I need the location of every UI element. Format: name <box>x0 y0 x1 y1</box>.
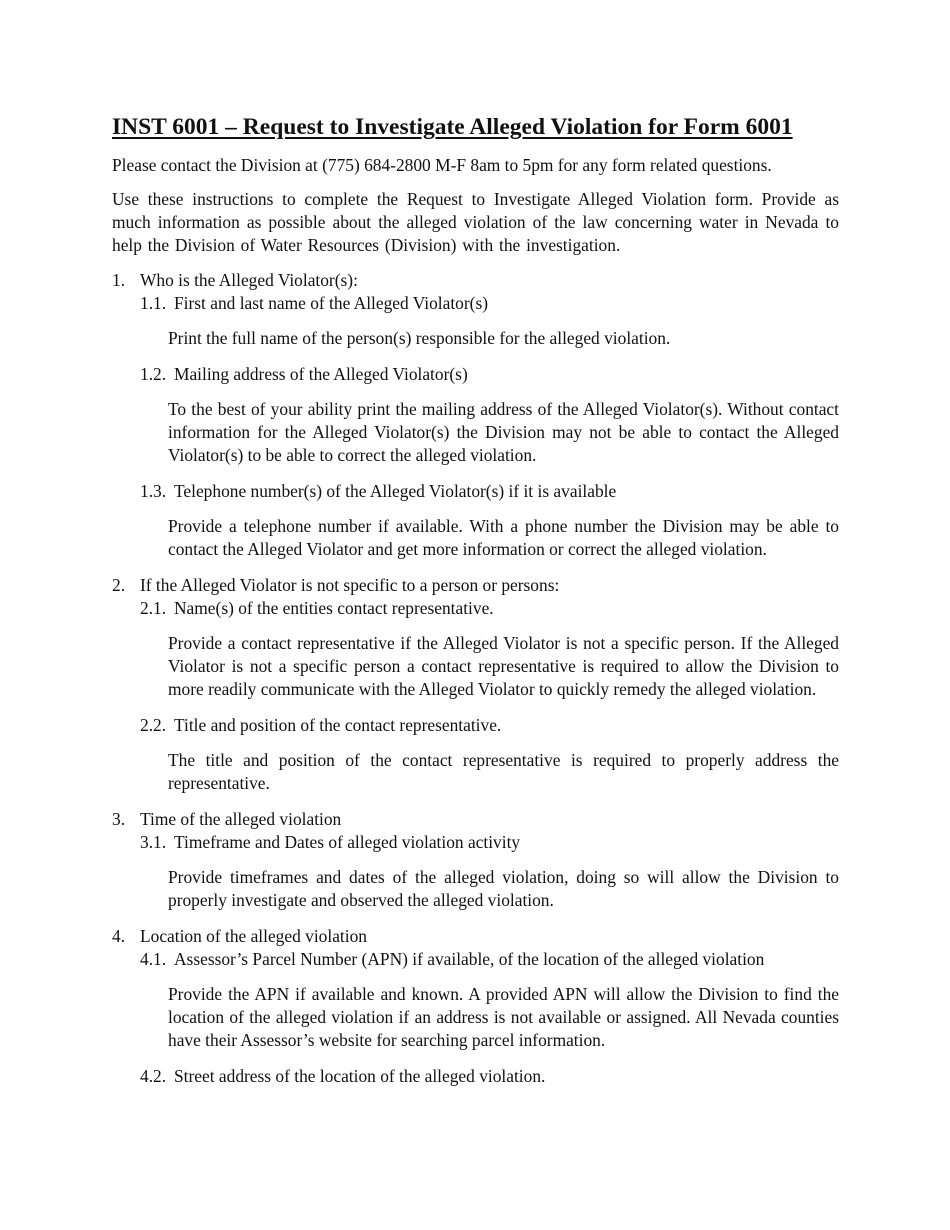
item-label: First and last name of the Alleged Violator(s) <box>174 293 489 313</box>
item-number: 3.1. <box>140 832 167 852</box>
item-number: 1.2. <box>140 364 167 384</box>
item-2-1 <box>140 597 839 620</box>
section-number: 3. <box>112 809 126 829</box>
section-heading <box>112 925 839 948</box>
section-heading <box>112 808 839 831</box>
section-heading-text: If the Alleged Violator is not specific to a person or persons: <box>140 575 560 595</box>
item-label: Title and position of the contact representative. <box>174 715 502 735</box>
section-number: 1. <box>112 270 126 290</box>
item-label: Street address of the location of the alleged violation. <box>174 1066 546 1086</box>
item-4-2 <box>140 1065 839 1088</box>
section-4 <box>112 925 839 1088</box>
item-description: The title and position of the contact representative is required to properly address the representative. <box>168 750 839 793</box>
item-number: 2.2. <box>140 715 167 735</box>
intro-paragraph: Use these instructions to complete the Request to Investigate Alleged Violation form. Provide as much information as possible about the alleged violation of the law concerning water in Nevada to help the Division of Water Resources (Division) with the investigation. <box>112 189 839 255</box>
item-label: Name(s) of the entities contact representative. <box>174 598 494 618</box>
section-heading-text: Location of the alleged violation <box>140 926 367 946</box>
section-number: 4. <box>112 926 126 946</box>
item-number: 2.1. <box>140 598 167 618</box>
section-heading-text: Time of the alleged violation <box>140 809 342 829</box>
item-description: Print the full name of the person(s) responsible for the alleged violation. <box>168 328 671 348</box>
item-2-2 <box>140 714 839 737</box>
item-label: Assessor’s Parcel Number (APN) if available, of the location of the alleged violation <box>174 949 765 969</box>
document-title: INST 6001 – Request to Investigate Alleged Violation for Form 6001 <box>112 114 793 140</box>
item-label: Telephone number(s) of the Alleged Violator(s) if it is available <box>174 481 617 501</box>
item-number: 4.2. <box>140 1066 167 1086</box>
section-heading <box>112 574 839 597</box>
item-description: Provide a telephone number if available. With a phone number the Division may be able to contact the Alleged Violator and get more information or correct the alleged violation. <box>168 516 839 559</box>
item-4-1 <box>140 948 839 971</box>
section-3 <box>112 808 839 912</box>
item-label: Timeframe and Dates of alleged violation activity <box>174 832 521 852</box>
document-page <box>112 112 839 1088</box>
section-2 <box>112 574 839 795</box>
contact-line: Please contact the Division at (775) 684-2800 M-F 8am to 5pm for any form related questions. <box>112 155 772 175</box>
item-3-1 <box>140 831 839 854</box>
item-description: Provide timeframes and dates of the alleged violation, doing so will allow the Division to properly investigate and observed the alleged violation. <box>168 867 839 910</box>
item-1-1 <box>140 292 839 315</box>
item-description: To the best of your ability print the mailing address of the Alleged Violator(s). Without contact information for the Alleged Violator(s) the Division may not be able to contact the Alleged Violator(s) to be able to correct the alleged violation. <box>168 399 839 465</box>
section-heading-text: Who is the Alleged Violator(s): <box>140 270 358 290</box>
section-number: 2. <box>112 575 126 595</box>
item-description: Provide the APN if available and known. A provided APN will allow the Division to find the location of the alleged violation if an address is not available or assigned. All Nevada counties have their Assessor’s website for searching parcel information. <box>168 984 839 1050</box>
item-1-2 <box>140 363 839 386</box>
item-number: 4.1. <box>140 949 167 969</box>
item-1-3 <box>140 480 839 503</box>
item-number: 1.3. <box>140 481 167 501</box>
item-label: Mailing address of the Alleged Violator(s) <box>174 364 468 384</box>
section-1 <box>112 269 839 561</box>
section-heading <box>112 269 839 292</box>
item-description: Provide a contact representative if the Alleged Violator is not a specific person. If the Alleged Violator is not a specific person a contact representative is required to allow the Division to more readily communicate with the Alleged Violator to quickly remedy the alleged violation. <box>168 633 839 699</box>
item-number: 1.1. <box>140 293 167 313</box>
